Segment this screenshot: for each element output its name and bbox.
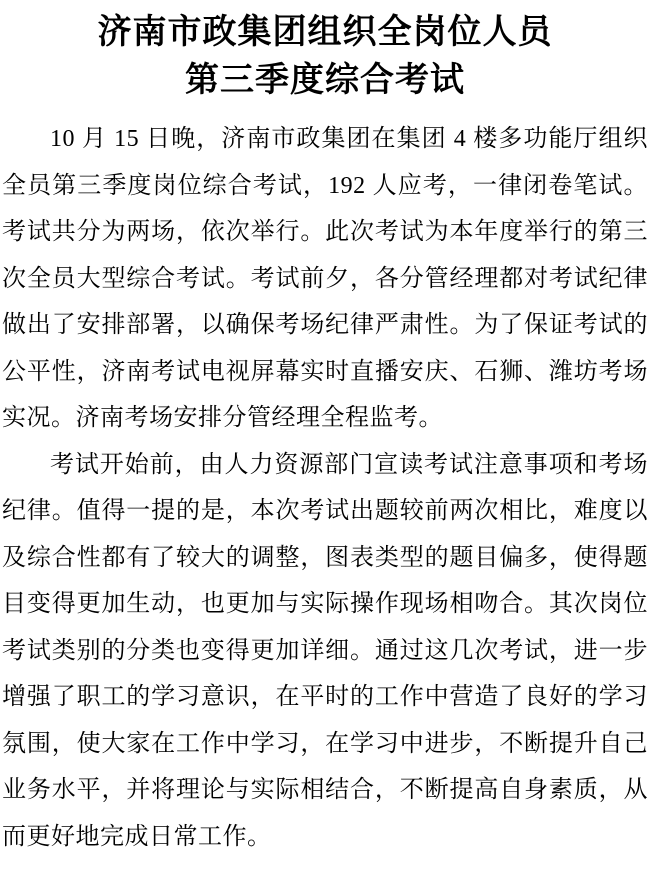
document-title [0,0,650,105]
document-body [0,116,650,860]
paragraph-exam-details: 考试开始前，由人力资源部门宣读考试注意事项和考场纪律。值得一提的是，本次考试出题较前两次相比，难度以及综合性都有了较大的调整，图表类型的题目偏多，使得题目变得更加生动，也更加与实际操作现场相吻合。其次岗位考试类别的分类也变得更加详细。通过这几次考试，进一步增强了职工的学习意识，在平时的工作中营造了良好的学习氛围，使大家在工作中学习，在学习中进步，不断提升自己业务水平，并将理论与实际相结合，不断提高自身素质，从而更好地完成日常工作。 [2,451,648,850]
paragraph-exam-overview: 10 月 15 日晚，济南市政集团在集团 4 楼多功能厅组织全员第三季度岗位综合考试，192 人应考，一律闭卷笔试。考试共分为两场，依次举行。此次考试为本年度举行的第三次全员大型综合考试。考试前夕，各分管经理都对考试纪律做出了安排部署，以确保考场纪律严肃性。为了保证考试的公平性，济南考试电视屏幕实时直播安庆、石狮、潍坊考场实况。济南考场安排分管经理全程监考。 [2,126,648,431]
title-line-2: 第三季度综合考试 [185,62,465,99]
title-line-1: 济南市政集团组织全岗位人员 [97,14,553,51]
